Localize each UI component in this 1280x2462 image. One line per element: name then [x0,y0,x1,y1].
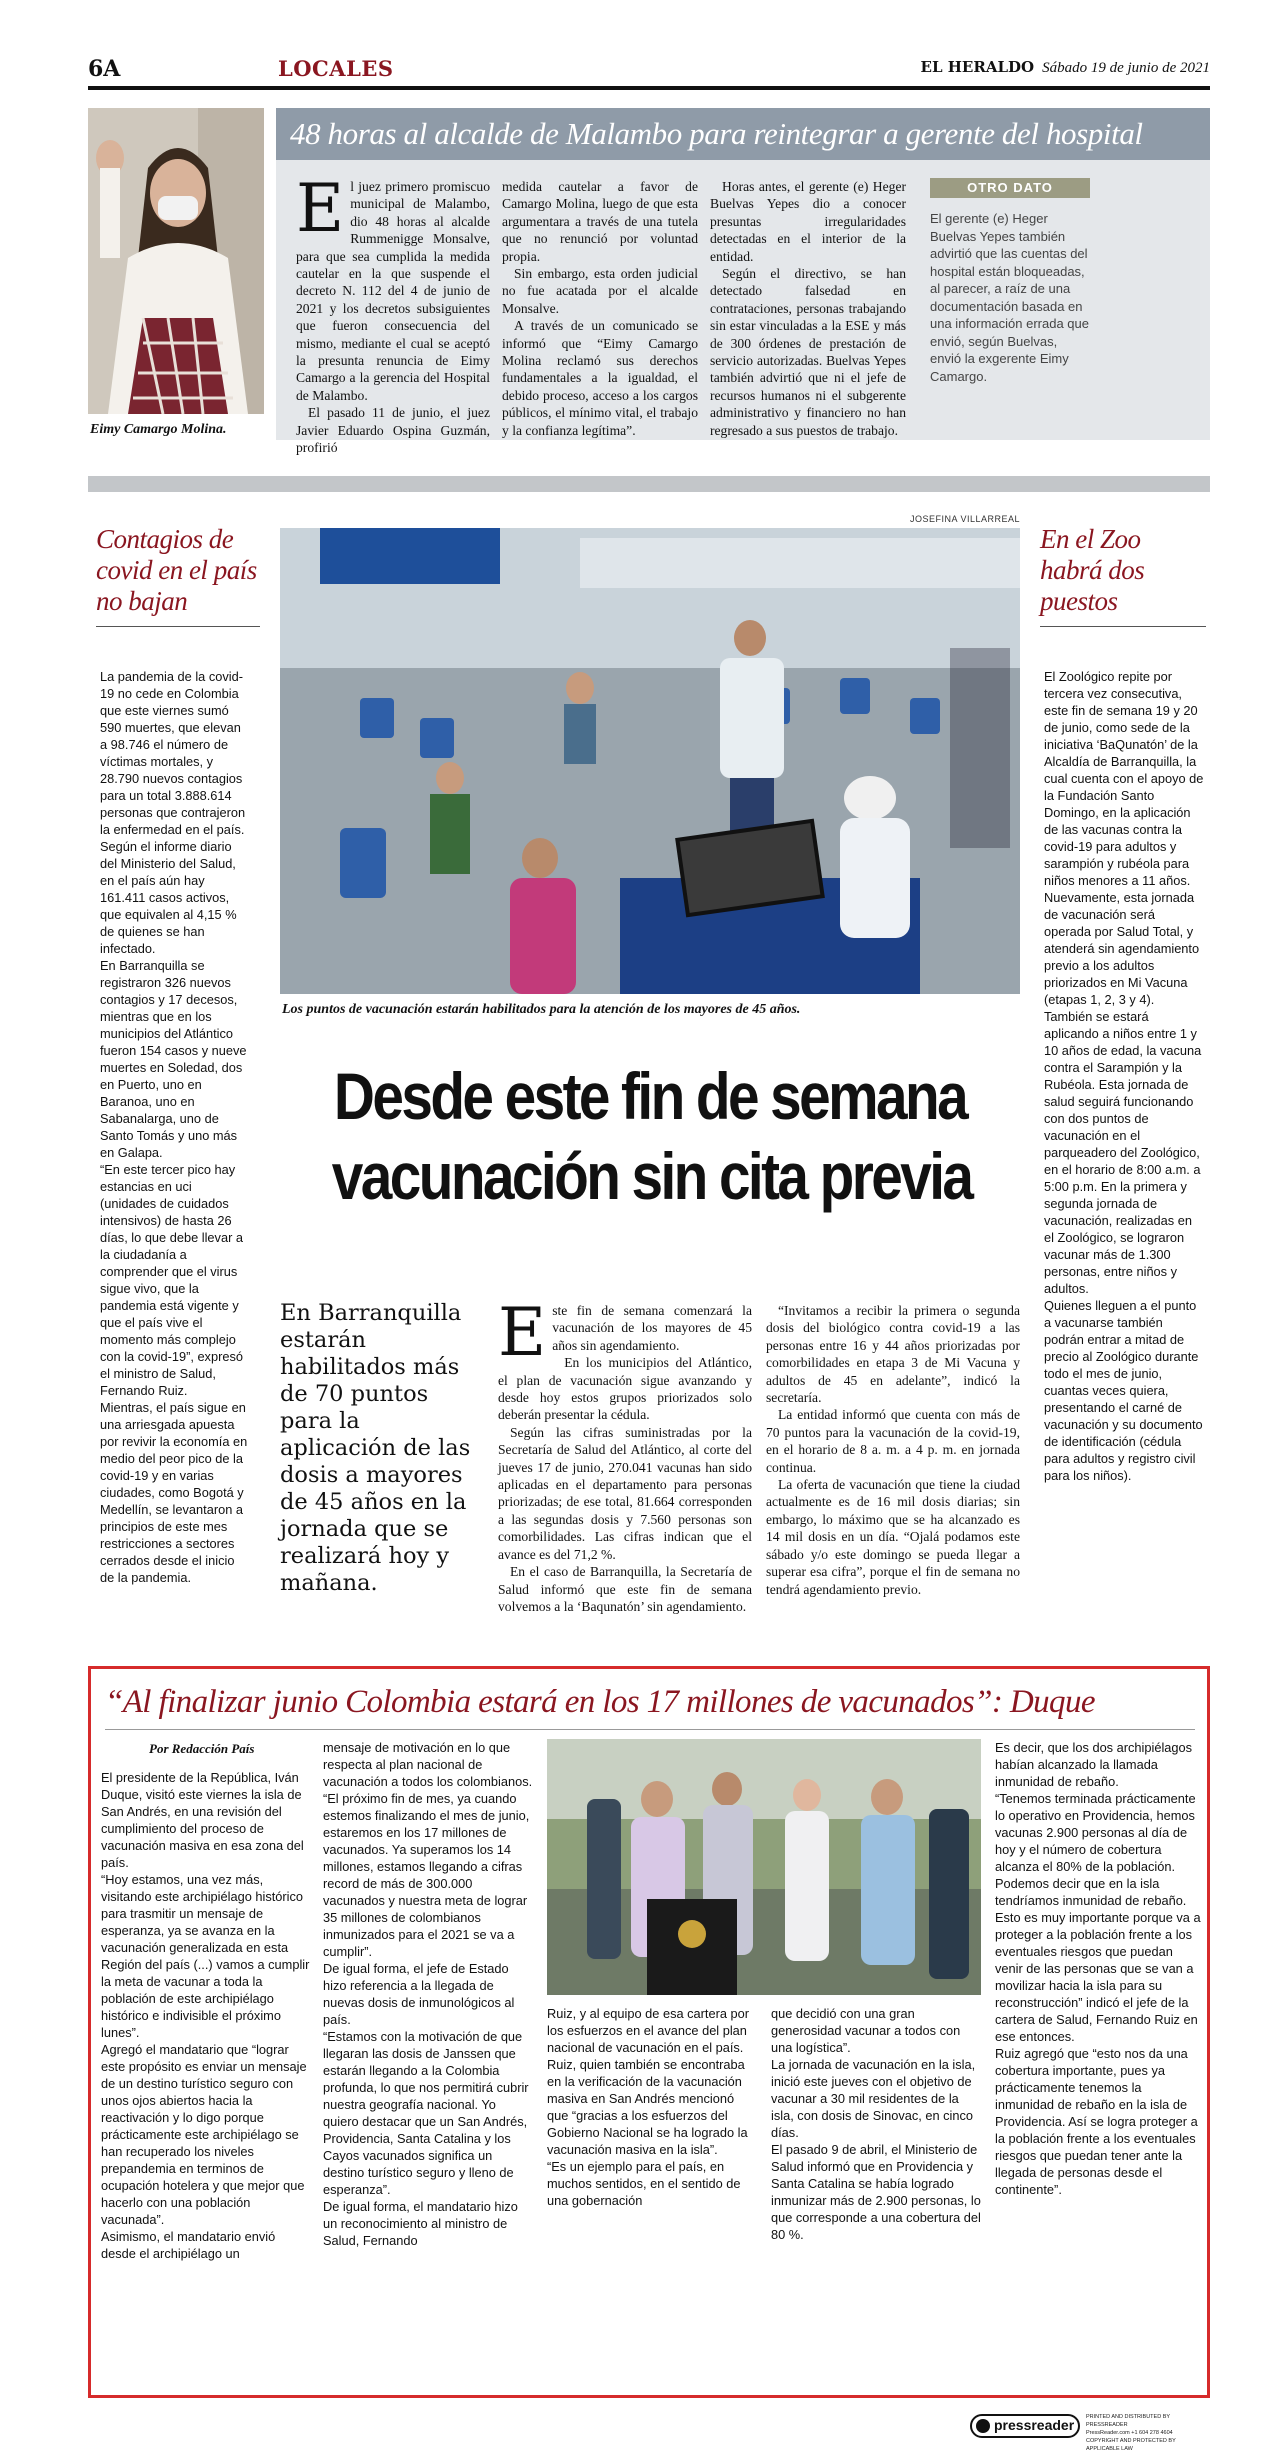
duque-col2-p2: De igual forma, el jefe de Estado hizo referencia a la llegada de nuevas dosis de inmunológicos al país. [323,1961,515,2027]
duque-col2-p3: “Estamos con la motivación de que llegaran las dosis de Janssen que estarán llegando a la Colombia profunda, lo que nos permitirá cubrir nuestra geografía nacional. Yo quiero destacar que un San Andrés, Providencia, Santa Catalina y los Cayos vacunados significa un destino turístico seguro y lleno de esperanza”. [323,2029,529,2197]
section-divider [88,476,1210,492]
duque-col4-p1: que decidió con una gran generosidad vacunar a todos con una logística”. [771,2006,961,2055]
duque-story-box [88,1666,1210,2398]
main-col2-p1: “Invitamos a recibir la primera o segunda dosis del biológico contra covid-19 a las personas entre 16 y 44 años priorizadas por comorbilidades en etapa 3 de Mi Vacuna y adultos de 45 en adelante”, indicó la secretaría. [766,1303,1020,1406]
issue-date: Sábado 19 de junio de 2021 [1042,60,1210,76]
pressreader-logo[interactable] [970,2414,1080,2438]
story1-col1-p1: l juez primero promiscuo municipal de Malambo, dio 48 horas al alcalde Rummenigge Monsalve, para que sea cumplida la medida cautelar en la que suspende el decreto N. 112 del 4 de junio de 2021 y los decretos subsiguientes que fueron consecuencia del mismo, mediante el cual se aceptó la presunta renuncia de Eimy Camargo a la gerencia del Hospital de Malambo. [296,179,490,403]
otro-dato-label: OTRO DATO [930,178,1090,198]
story1-col3-p1: Horas antes, el gerente (e) Heger Buelvas Yepes dio a conocer presuntas irregularidades detectadas en el interior de la entidad. [710,179,906,264]
right-sidebar-headline: En el Zoo habrá dos puestos [1040,524,1145,616]
duque-col3-p1: Ruiz, y al equipo de esa cartera por los esfuerzos en el avance del plan nacional de vacunación en el país. [547,2006,750,2055]
left-sidebar-p4: Mientras, el país sigue en una arriesgada apuesta por revivir la economía en medio del peor pico de la covid-19 y en varias ciudades, como Bogotá y Medellín, se levantaron a principios de este mes restricciones a sectores cerrados desde el inicio de la pandemia. [100,1400,248,1585]
duque-headline: “Al finalizar junio Colombia estará en los 17 millones de vacunados”: Duque [105,1684,1095,1720]
press-conference-scene [547,1739,981,1995]
main-lead: En Barranquilla estarán habilitados más de 70 puntos para la aplicación de las dosis a mayores de 45 años en la jornada que se realizará hoy y mañana. [280,1300,471,1596]
duque-col4-p3: El pasado 9 de abril, el Ministerio de Salud informó que en Providencia y Santa Catalina se había logrado inmunizar más de 2.900 personas, lo que corresponde a una cobertura del 80 %. [771,2142,981,2242]
page-header [88,52,1210,94]
story1-headline: 48 horas al alcalde de Malambo para reintegrar a gerente del hospital [290,116,1143,151]
duque-column-2 [323,1739,533,2391]
main-column-1 [498,1294,752,1652]
story1-col2-p3: A través de un comunicado se informó que “Eimy Camargo Molina reclamó sus derechos fundamentales a la igualdad, el debido proceso, acceso a los cargos públicos, el mínimo vital, el trabajo y la confianza legítima”. [502,318,698,438]
duque-col1-p2: “Hoy estamos, una vez más, visitando este archipiélago histórico para trasmitir un mensaje de esperanza, ya se avanza en la vacunación generalizada en esta Región del país (...) vamos a cumplir la meta de vacunar a toda la población de este archipiélago histórico e indivisible el próximo lunes”. [101,1872,310,2040]
newspaper-name: EL HERALDO [920,58,1035,76]
left-sidebar-body [100,668,250,1668]
main-photo-caption: Los puntos de vacunación estarán habilitados para la atención de los mayores de 45 años. [282,1002,801,1017]
main-column-2 [766,1302,1020,1652]
right-sidebar-p3: Quienes lleguen a el punto a vacunarse también podrán entrar a mitad de precio al Zoológico durante todo el mes de junio, cuantas veces quiera, presentando el carné de vacunación y su documento de identificación (cédula para adultos y registro civil para los niños). [1044,1298,1203,1483]
story1-col2-p2: Sin embargo, esta orden judicial no fue acatada por el alcalde Monsalve. [502,266,698,316]
duque-byline: Por Redacción País [149,1741,255,1756]
right-sidebar-p2: Nuevamente, esta jornada de vacunación será operada por Salud Total, y atenderá sin agendamiento previo a los adultos priorizados en Mi Vacuna (etapas 1, 2, 3 y 4). También se estará aplicando a niños entre 1 y 10 años de edad, la vacuna contra el Sarampión y la Rubéola. Esta jornada de salud seguirá funcionando con dos puntos de vacunación en el parqueadero del Zoológico, en el horario de 8:00 a.m. a 5:00 p.m. En la primera y segunda jornada de vacunación, realizadas en el Zoológico, se lograron vacunar más de 1.300 personas, entre niños y adultos. [1044,890,1202,1296]
main-photo-credit: JOSEFINA VILLARREAL [910,514,1021,524]
pressreader-logo-text: pressreader [994,2417,1075,2433]
duque-column-5 [995,1739,1203,2391]
header-rule [88,86,1210,90]
story1-col3-p2: Según el directivo, se han detectado falsedad en contrataciones, personas trabajando sin estar vinculadas a la ESE y más de 300 órdenes de prestación de servicio autorizadas. Buelvas Yepes también advirtió que ni el jefe de recursos humanos ni el subgerente administrativo y financiero no han regresado a sus puestos de trabajo. [710,266,906,438]
duque-headline-rule [105,1729,1195,1730]
left-sidebar-rule [96,626,260,627]
pressreader-logo-icon [976,2419,990,2433]
legal-line-1: PRINTED AND DISTRIBUTED BY PRESSREADER [1086,2414,1170,2428]
duque-col2-p1: mensaje de motivación en lo que respecta al plan nacional de vacunación a todos los colombianos. “El próximo fin de mes, ya cuando estemos finalizando el mes de junio, estaremos en los 17 millones de vacunados. Ya superamos los 14 millones, estamos llegando a cifras record de más de 300.000 vacunados y nuestra meta de lograr 35 millones de colombianos inmunizados para el 2021 se va a cumplir”. [323,1740,533,1959]
main-col1-p1: ste fin de semana comenzará la vacunación de los mayores de 45 años sin agendamiento. [552,1303,752,1353]
story1-column-3 [710,178,906,438]
otro-dato-box [922,178,1202,428]
left-sidebar-headline: Contagios de covid en el país no bajan [96,524,257,616]
story1-dropcap: E [296,170,345,247]
duque-col1-p1: El presidente de la República, Iván Duque, visitó este viernes la isla de San Andrés, en una revisión del cumplimiento del proceso de vacunación masiva en esa zona del país. [101,1770,304,1870]
left-sidebar-p1: La pandemia de la covid-19 no cede en Colombia que este viernes sumó 590 muertes, que elevan a 98.746 el número de víctimas mortales, y 28.790 nuevos contagios para un total 3.888.614 personas que contrajeron la enfermedad en el país. Según el informe diario del Ministerio del Salud, en el país aún hay 161.411 casos activos, que equivalen al 4,15 % de quienes se han infectado. [100,669,246,956]
pressreader-legal [1086,2413,1210,2453]
duque-col5-p3: Ruiz agregó que “esto nos da una cobertura importante, pues ya prácticamente tenemos la inmunidad de rebaño en la isla de Providencia. Así se logra proteger a la población frente a los eventuales riesgos que puedan tener ante la llegada de personas desde el continente”. [995,2046,1198,2197]
duque-col5-p2: “Tenemos terminada prácticamente lo operativo en Providencia, hemos vacunas 2.900 personas al día de hoy y el número de cobertura alcanza el 80% de la población. Podemos decir que en la isla tendríamos inmunidad de rebaño. Esto es muy importante porque va a proteger a la población frente a los eventuales riesgos que puedan venir de las personas que se van a movilizar hacia la isla para su reconstrucción” indicó el jefe de la cartera de Salud, Fernando Ruiz en ese entonces. [995,1791,1201,2044]
right-sidebar [1040,524,1210,1654]
right-sidebar-rule [1040,626,1206,627]
portrait-caption: Eimy Camargo Molina. [90,422,227,437]
main-col1-p2: En los municipios del Atlántico, el plan de vacunación sigue avanzando y desde hoy estos grupos priorizados solo deberán presentar la cédula. [498,1355,752,1423]
main-dropcap: E [498,1294,547,1371]
duque-col3-p2: Ruiz, quien también se encontraba en la verificación de la vacunación masiva en San Andrés mencionó que “gracias a los esfuerzos del Gobierno Nacional se ha logrado la vacunación masiva en la isla”. [547,2057,748,2157]
vaccination-scene [280,528,1020,994]
story1-panel [276,108,1210,456]
duque-column-4 [771,2005,981,2391]
duque-photo [547,1739,981,1995]
story1-column-2 [502,178,698,438]
page-number: 6A [88,56,121,82]
duque-col4-p2: La jornada de vacunación en la isla, inició este jueves con el objetivo de vacunar a 30 mil residentes de la isla, con dosis de Sinovac, en cinco días. [771,2057,976,2140]
main-photo [280,528,1020,994]
story1-col1-p2: El pasado 11 de junio, el juez Javier Eduardo Ospina Guzmán, profirió [296,405,490,456]
portrait-photo [88,108,264,414]
section-name: LOCALES [278,56,394,81]
main-col1-p3: Según las cifras suministradas por la Secretaría de Salud del Atlántico, al corte del jueves 17 de junio, 270.041 vacunas han sido aplicadas en el departamento para personas priorizadas; de ese total, 81.664 corresponden a las segundas dosis y 7.560 personas son comorbilidades. Las cifras indican que el avance es del 71,2 %. [498,1424,752,1562]
otro-dato-text: El gerente (e) Heger Buelvas Yepes también advirtió que las cuentas del hospital están bloqueadas, al parecer, a raíz de una documentación basada en una información errada que envió, según Buelvas, envió la exgerente Eimy Camargo. [930,211,1089,384]
legal-line-3: COPYRIGHT AND PROTECTED BY APPLICABLE LAW [1086,2438,1176,2452]
duque-col3-p3: “Es un ejemplo para el país, en muchos sentidos, en el sentido de una gobernación [547,2159,741,2208]
duque-col1-p3: Agregó el mandatario que “lograr este propósito es enviar un mensaje de un destino turístico seguro con unos ojos abiertos hacia la reactivación y lo digo porque prácticamente este archipiélago se han recuperado los niveles prepandemia en terminos de ocupación hotelera y que mejor que hacerlo con una población vacunada”. [101,2042,307,2227]
story1-headline-band [276,108,1210,160]
right-sidebar-p1: El Zoológico repite por tercera vez consecutiva, este fin de semana 19 y 20 de junio, como sede de la iniciativa ‘BaQunatón’ de la Alcaldía de Barranquilla, la cual cuenta con el apoyo de la Fundación Santo Domingo, en la aplicación de las vacunas contra la covid-19 para adultos y sarampión y rubéola para niños menores a 11 años. [1044,669,1204,888]
duque-col5-p1: Es decir, que los dos archipiélagos habían alcanzado la llamada inmunidad de rebaño. [995,1740,1193,1789]
left-sidebar [96,524,266,1644]
duque-col2-p4: De igual forma, el mandatario hizo un reconocimiento al ministro de Salud, Fernando [323,2199,518,2248]
portrait-illustration [88,108,264,414]
duque-column-3 [547,2005,757,2391]
pressreader-footer[interactable] [970,2410,1210,2452]
main-headline-line-1: Desde este fin de semana [333,1059,967,1133]
main-col2-p2: La entidad informó que cuenta con más de 70 puntos para la vacunación de la covid-19, en el horario de 8 a. m. a 4 p. m. en jornada continua. [766,1407,1020,1475]
main-headline-line-2: vacunación sin cita previa [331,1139,972,1213]
main-col2-p3: La oferta de vacunación que tiene la ciudad actualmente es de 16 mil dosis diarias; sin embargo, lo máximo que se ha alcanzado es 14 mil dosis en un día. “Ojalá podamos este sábado y/o este domingo se pueda llegar a superar esa cifra”, porque el fin de semana no tendrá agendamiento previo. [766,1477,1020,1597]
main-col1-p4: En el caso de Barranquilla, la Secretaría de Salud informó que este fin de semana volvemos a la ‘Baqunatón’ sin agendamiento. [498,1564,752,1614]
masthead [921,58,1210,77]
main-headline [331,1056,972,1216]
duque-column-1 [101,1769,311,2389]
left-sidebar-p2: En Barranquilla se registraron 326 nuevos contagios y 17 decesos, mientras que en los municipios del Atlántico fueron 154 casos y nueve muertes en Soledad, dos en Puerto, uno en Baranoa, uno en Sabanalarga, uno de Santo Tomás y uno más en Galapa. [100,958,247,1160]
duque-col1-p4: Asimismo, el mandatario envió desde el archipiélago un [101,2229,276,2261]
right-sidebar-body [1044,668,1204,1658]
story1-column-1 [296,170,490,456]
left-sidebar-p3: “En este tercer pico hay estancias en uci (unidades de cuidados intensivos) de hasta 26 días, lo que debe llevar a la ciudadanía a comprender que el virus sigue vivo, que la pandemia está vigente y que el país vive el momento más complejo con la covid-19”, expresó el ministro de Salud, Fernando Ruiz. [100,1162,243,1398]
legal-line-2: PressReader.com +1 604 278 4604 [1086,2430,1173,2436]
story1-col2-p1: medida cautelar a favor de Camargo Molina, luego de que esta argumentara a través de una tutela que no renunció por voluntad propia. [502,179,698,264]
